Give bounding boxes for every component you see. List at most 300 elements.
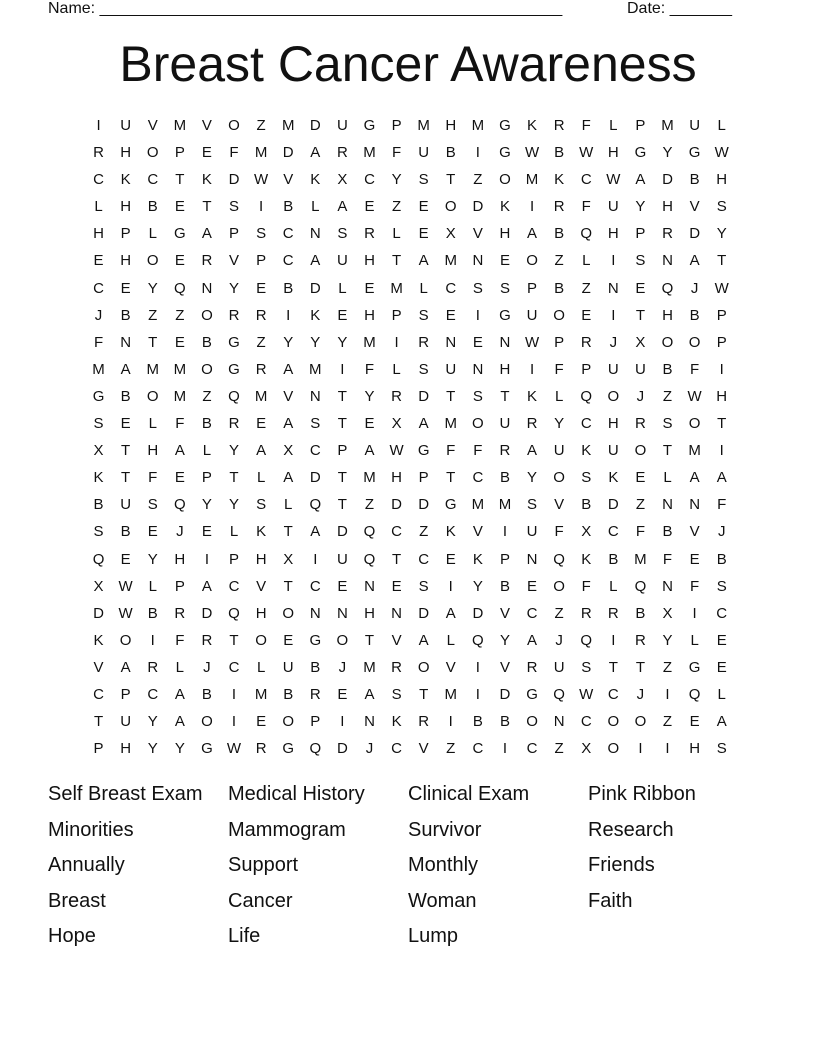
grid-letter[interactable]: F [148,469,158,487]
grid-letter[interactable]: S [527,496,538,514]
grid-letter[interactable]: C [282,252,294,270]
grid-letter[interactable]: A [310,144,321,162]
grid-letter[interactable]: A [527,631,538,649]
grid-letter[interactable]: C [147,685,159,703]
grid-letter[interactable]: E [716,658,727,676]
grid-letter[interactable]: I [259,198,264,216]
grid-letter[interactable]: B [201,685,212,703]
grid-letter[interactable]: O [472,415,484,433]
grid-letter[interactable]: K [608,469,619,487]
grid-letter[interactable]: Y [499,631,510,649]
grid-letter[interactable]: P [120,225,131,243]
grid-letter[interactable]: T [500,387,510,405]
grid-letter[interactable]: L [717,685,726,703]
grid-letter[interactable]: I [719,360,724,378]
grid-letter[interactable]: O [634,442,647,460]
grid-letter[interactable]: N [662,577,673,595]
grid-letter[interactable]: A [337,198,348,216]
grid-letter[interactable]: Z [256,333,266,351]
grid-letter[interactable]: I [475,144,480,162]
grid-letter[interactable]: Q [472,631,484,649]
grid-letter[interactable]: Z [473,171,483,189]
grid-letter[interactable]: M [688,442,701,460]
grid-letter[interactable]: F [446,442,456,460]
grid-letter[interactable]: Z [364,496,375,514]
grid-letter[interactable]: J [555,631,563,649]
grid-letter[interactable]: U [336,117,348,134]
grid-letter[interactable]: S [337,225,348,243]
grid-letter[interactable]: I [231,685,237,703]
grid-letter[interactable]: B [635,604,646,622]
grid-letter[interactable]: X [283,442,294,460]
grid-letter[interactable]: I [611,631,616,649]
grid-letter[interactable]: A [445,604,456,622]
grid-letter[interactable]: M [661,117,674,134]
grid-letter[interactable]: T [391,252,402,270]
grid-letter[interactable]: H [445,117,457,134]
grid-letter[interactable]: Y [391,171,402,189]
grid-letter[interactable]: C [607,685,619,703]
grid-letter[interactable]: B [554,144,565,162]
grid-letter[interactable]: A [418,415,429,433]
grid-letter[interactable]: N [309,604,321,622]
grid-letter[interactable]: K [120,171,131,189]
grid-letter[interactable]: E [445,306,456,324]
grid-letter[interactable]: E [364,279,375,297]
grid-letter[interactable]: C [93,279,104,297]
grid-letter[interactable]: S [662,415,673,433]
grid-letter[interactable]: T [93,713,104,731]
grid-letter[interactable]: Y [147,279,158,297]
grid-letter[interactable]: T [635,658,645,676]
grid-letter[interactable]: K [581,442,592,460]
grid-letter[interactable]: E [391,577,402,595]
grid-letter[interactable]: Q [580,631,593,649]
grid-letter[interactable]: G [173,225,186,243]
grid-letter[interactable]: C [580,171,592,189]
grid-letter[interactable]: U [418,144,430,162]
grid-letter[interactable]: B [201,415,212,433]
grid-letter[interactable]: C [93,685,104,703]
grid-letter[interactable]: N [607,279,619,297]
grid-letter[interactable]: W [714,279,729,297]
grid-letter[interactable]: T [148,333,158,351]
grid-letter[interactable]: C [93,171,104,189]
grid-letter[interactable]: N [445,333,457,351]
grid-letter[interactable]: B [716,550,727,568]
grid-letter[interactable]: P [391,117,402,134]
grid-letter[interactable]: Z [554,740,564,758]
grid-letter[interactable]: E [364,415,375,433]
grid-letter[interactable]: P [174,577,185,595]
grid-letter[interactable]: L [690,631,699,649]
grid-letter[interactable]: G [634,144,647,162]
grid-letter[interactable]: E [147,523,158,541]
grid-letter[interactable]: T [229,631,239,649]
grid-letter[interactable]: O [661,333,674,351]
grid-letter[interactable]: F [175,631,185,649]
grid-letter[interactable]: E [93,252,104,270]
grid-letter[interactable]: A [527,442,538,460]
grid-letter[interactable]: P [256,252,267,270]
grid-letter[interactable]: E [337,577,348,595]
grid-letter[interactable]: Z [581,279,591,297]
grid-letter[interactable]: B [689,306,700,324]
grid-letter[interactable]: B [662,360,673,378]
grid-letter[interactable]: O [607,740,620,758]
grid-letter[interactable]: X [662,604,673,622]
grid-letter[interactable]: D [391,496,402,514]
grid-letter[interactable]: D [282,144,294,162]
grid-letter[interactable]: O [607,713,620,731]
grid-letter[interactable]: W [226,740,242,758]
grid-letter[interactable]: V [499,658,510,676]
grid-letter[interactable]: A [256,442,267,460]
grid-letter[interactable]: A [120,360,131,378]
grid-letter[interactable]: Z [554,604,564,622]
grid-letter[interactable]: R [553,117,565,134]
grid-letter[interactable]: K [527,387,538,405]
grid-letter[interactable]: R [418,333,430,351]
grid-letter[interactable]: F [690,577,700,595]
grid-letter[interactable]: O [201,360,213,378]
name-field[interactable]: Name: ____________________________________________________ [48,0,563,17]
grid-letter[interactable]: S [310,415,321,433]
grid-letter[interactable]: I [340,360,345,378]
grid-letter[interactable]: U [553,658,565,676]
grid-letter[interactable]: G [228,360,240,378]
grid-letter[interactable]: R [201,631,213,649]
grid-letter[interactable]: N [662,496,673,514]
grid-letter[interactable]: F [717,496,727,514]
grid-letter[interactable]: Y [337,333,348,351]
grid-letter[interactable]: U [553,442,565,460]
grid-letter[interactable]: Z [148,306,158,324]
grid-letter[interactable]: Q [173,496,186,514]
grid-letter[interactable]: E [174,252,185,270]
grid-letter[interactable]: E [283,631,294,649]
grid-letter[interactable]: S [256,496,267,514]
grid-letter[interactable]: F [554,360,564,378]
grid-letter[interactable]: Y [147,740,158,758]
grid-letter[interactable]: S [418,306,429,324]
grid-letter[interactable]: O [526,252,538,270]
grid-letter[interactable]: R [364,225,375,243]
grid-letter[interactable]: P [201,469,212,487]
grid-letter[interactable]: I [719,442,724,460]
grid-letter[interactable]: Q [363,523,376,541]
grid-letter[interactable]: U [120,713,132,731]
grid-letter[interactable]: S [229,198,240,216]
grid-letter[interactable]: T [717,415,727,433]
grid-letter[interactable]: R [255,360,267,378]
grid-letter[interactable]: G [282,740,295,758]
grid-letter[interactable]: E [174,333,185,351]
grid-letter[interactable]: R [174,604,186,622]
grid-letter[interactable]: D [418,496,430,514]
grid-letter[interactable]: H [364,252,375,270]
grid-letter[interactable]: B [581,496,592,514]
grid-letter[interactable]: E [337,306,348,324]
grid-letter[interactable]: L [554,387,564,405]
grid-letter[interactable]: N [364,713,375,731]
grid-letter[interactable]: A [689,469,700,487]
grid-letter[interactable]: I [611,306,616,324]
grid-letter[interactable]: R [635,631,646,649]
grid-letter[interactable]: U [336,550,348,568]
grid-letter[interactable]: P [581,360,592,378]
grid-letter[interactable]: N [364,577,375,595]
grid-letter[interactable]: H [391,469,402,487]
grid-letter[interactable]: Z [662,658,673,676]
grid-letter[interactable]: H [120,144,132,162]
grid-letter[interactable]: Y [662,631,673,649]
grid-letter[interactable]: M [471,117,485,134]
grid-letter[interactable]: L [446,631,455,649]
grid-letter[interactable]: R [228,415,240,433]
grid-letter[interactable]: Q [580,225,593,243]
grid-letter[interactable]: B [310,658,321,676]
grid-letter[interactable]: A [174,685,185,703]
grid-letter[interactable]: O [282,604,295,622]
grid-letter[interactable]: H [93,225,104,243]
grid-letter[interactable]: R [553,198,565,216]
grid-letter[interactable]: M [92,360,105,378]
grid-letter[interactable]: L [202,442,212,460]
grid-letter[interactable]: P [337,442,348,460]
grid-letter[interactable]: Y [229,442,240,460]
grid-letter[interactable]: O [688,415,701,433]
grid-letter[interactable]: P [418,469,429,487]
grid-letter[interactable]: Q [309,496,322,514]
grid-letter[interactable]: R [580,604,592,622]
grid-letter[interactable]: P [229,550,240,568]
grid-letter[interactable]: S [716,740,727,758]
grid-letter[interactable]: S [716,577,727,595]
grid-letter[interactable]: Y [662,144,673,162]
grid-letter[interactable]: A [635,171,646,189]
grid-letter[interactable]: W [524,144,540,162]
grid-letter[interactable]: N [553,713,565,731]
grid-letter[interactable]: K [527,117,538,134]
grid-letter[interactable]: H [147,442,159,460]
grid-letter[interactable]: G [309,631,322,649]
grid-letter[interactable]: E [174,198,185,216]
grid-letter[interactable]: O [526,713,538,731]
grid-letter[interactable]: J [636,685,645,703]
grid-letter[interactable]: M [363,144,376,162]
grid-letter[interactable]: D [336,523,348,541]
grid-letter[interactable]: X [391,415,402,433]
grid-letter[interactable]: P [229,225,240,243]
grid-letter[interactable]: O [119,631,132,649]
grid-letter[interactable]: D [309,117,321,134]
grid-letter[interactable]: H [255,550,267,568]
grid-letter[interactable]: G [417,442,430,460]
grid-letter[interactable]: H [120,740,132,758]
grid-letter[interactable]: E [201,144,212,162]
grid-letter[interactable]: K [445,523,456,541]
grid-letter[interactable]: O [228,117,240,134]
grid-letter[interactable]: L [582,252,591,270]
grid-letter[interactable]: N [336,604,348,622]
grid-letter[interactable]: V [93,658,104,676]
grid-letter[interactable]: A [364,685,375,703]
grid-letter[interactable]: X [635,333,646,351]
grid-letter[interactable]: R [255,740,267,758]
grid-letter[interactable]: M [173,387,187,405]
grid-letter[interactable]: O [553,577,565,595]
grid-letter[interactable]: Q [661,279,674,297]
grid-letter[interactable]: O [146,144,159,162]
grid-letter[interactable]: M [146,360,159,378]
grid-letter[interactable]: H [716,171,728,189]
grid-letter[interactable]: A [120,658,131,676]
grid-letter[interactable]: X [581,523,592,541]
grid-letter[interactable]: R [580,333,592,351]
grid-letter[interactable]: O [201,713,213,731]
grid-letter[interactable]: Z [419,523,429,541]
grid-letter[interactable]: C [282,225,294,243]
grid-letter[interactable]: B [472,713,483,731]
grid-letter[interactable]: R [499,442,511,460]
grid-letter[interactable]: B [120,523,131,541]
grid-letter[interactable]: H [499,360,511,378]
grid-letter[interactable]: C [228,577,240,595]
grid-letter[interactable]: S [499,279,510,297]
grid-letter[interactable]: O [634,713,647,731]
grid-letter[interactable]: F [554,523,564,541]
grid-letter[interactable]: I [448,577,453,595]
grid-letter[interactable]: U [282,658,294,676]
grid-letter[interactable]: F [391,144,402,162]
grid-letter[interactable]: T [229,469,239,487]
grid-letter[interactable]: U [607,442,619,460]
grid-letter[interactable]: K [256,523,267,541]
grid-letter[interactable]: B [283,685,294,703]
grid-letter[interactable]: M [363,658,376,676]
grid-letter[interactable]: D [472,198,484,216]
grid-letter[interactable]: V [472,225,483,243]
grid-letter[interactable]: Q [634,577,647,595]
grid-letter[interactable]: S [391,685,402,703]
grid-letter[interactable]: T [608,658,618,676]
grid-letter[interactable]: A [174,713,185,731]
grid-letter[interactable]: R [391,658,402,676]
grid-letter[interactable]: H [662,198,673,216]
grid-letter[interactable]: B [499,469,510,487]
grid-letter[interactable]: I [665,740,670,758]
grid-letter[interactable]: V [472,523,483,541]
grid-letter[interactable]: I [502,740,508,758]
grid-letter[interactable]: I [231,713,237,731]
grid-letter[interactable]: J [717,523,726,541]
grid-letter[interactable]: I [529,198,535,216]
grid-letter[interactable]: F [635,523,645,541]
grid-letter[interactable]: L [175,658,184,676]
grid-letter[interactable]: C [391,523,402,541]
grid-letter[interactable]: L [609,117,618,134]
grid-letter[interactable]: V [201,117,212,134]
grid-letter[interactable]: Y [716,225,727,243]
grid-letter[interactable]: W [714,144,729,162]
grid-letter[interactable]: U [120,117,132,134]
grid-letter[interactable]: Q [363,550,376,568]
grid-letter[interactable]: D [201,604,213,622]
grid-letter[interactable]: U [526,306,538,324]
grid-letter[interactable]: T [391,550,402,568]
grid-letter[interactable]: J [176,523,184,541]
grid-letter[interactable]: I [665,685,670,703]
grid-letter[interactable]: T [337,415,347,433]
grid-letter[interactable]: I [502,523,508,541]
grid-letter[interactable]: F [473,442,483,460]
grid-letter[interactable]: R [93,144,104,162]
grid-letter[interactable]: T [175,171,185,189]
grid-letter[interactable]: V [554,496,565,514]
grid-letter[interactable]: E [527,577,538,595]
grid-letter[interactable]: F [581,198,591,216]
grid-letter[interactable]: L [148,577,157,595]
grid-letter[interactable]: A [174,442,185,460]
grid-letter[interactable]: Z [554,252,564,270]
grid-letter[interactable]: E [120,550,131,568]
grid-letter[interactable]: G [688,658,701,676]
grid-letter[interactable]: R [418,713,430,731]
grid-letter[interactable]: B [499,713,510,731]
grid-letter[interactable]: P [716,333,727,351]
grid-letter[interactable]: V [391,631,402,649]
grid-letter[interactable]: R [201,252,213,270]
grid-letter[interactable]: S [581,658,592,676]
grid-letter[interactable]: Q [580,387,593,405]
grid-letter[interactable]: V [283,171,294,189]
grid-letter[interactable]: Q [688,685,701,703]
grid-letter[interactable]: I [611,252,616,270]
grid-letter[interactable]: Z [662,387,673,405]
grid-letter[interactable]: J [690,279,699,297]
grid-letter[interactable]: E [120,279,131,297]
grid-letter[interactable]: U [336,252,348,270]
grid-letter[interactable]: O [255,631,267,649]
grid-letter[interactable]: M [525,171,539,189]
grid-letter[interactable]: X [581,740,592,758]
grid-letter[interactable]: Q [309,740,322,758]
grid-letter[interactable]: R [255,306,267,324]
grid-letter[interactable]: U [120,496,132,514]
grid-letter[interactable]: M [309,360,322,378]
grid-letter[interactable]: R [309,685,321,703]
grid-letter[interactable]: B [147,604,158,622]
grid-letter[interactable]: S [93,523,104,541]
grid-letter[interactable]: R [228,306,240,324]
grid-letter[interactable]: V [445,658,456,676]
grid-letter[interactable]: R [336,144,348,162]
grid-letter[interactable]: K [93,469,104,487]
grid-letter[interactable]: I [394,333,399,351]
grid-letter[interactable]: C [445,279,457,297]
grid-letter[interactable]: B [445,144,456,162]
grid-letter[interactable]: W [579,144,594,162]
grid-letter[interactable]: Y [201,496,212,514]
grid-letter[interactable]: E [337,685,348,703]
grid-letter[interactable]: D [499,685,511,703]
grid-letter[interactable]: R [391,387,402,405]
grid-letter[interactable]: P [391,306,402,324]
grid-letter[interactable]: I [313,550,318,568]
grid-letter[interactable]: P [716,306,727,324]
grid-letter[interactable]: O [146,387,159,405]
